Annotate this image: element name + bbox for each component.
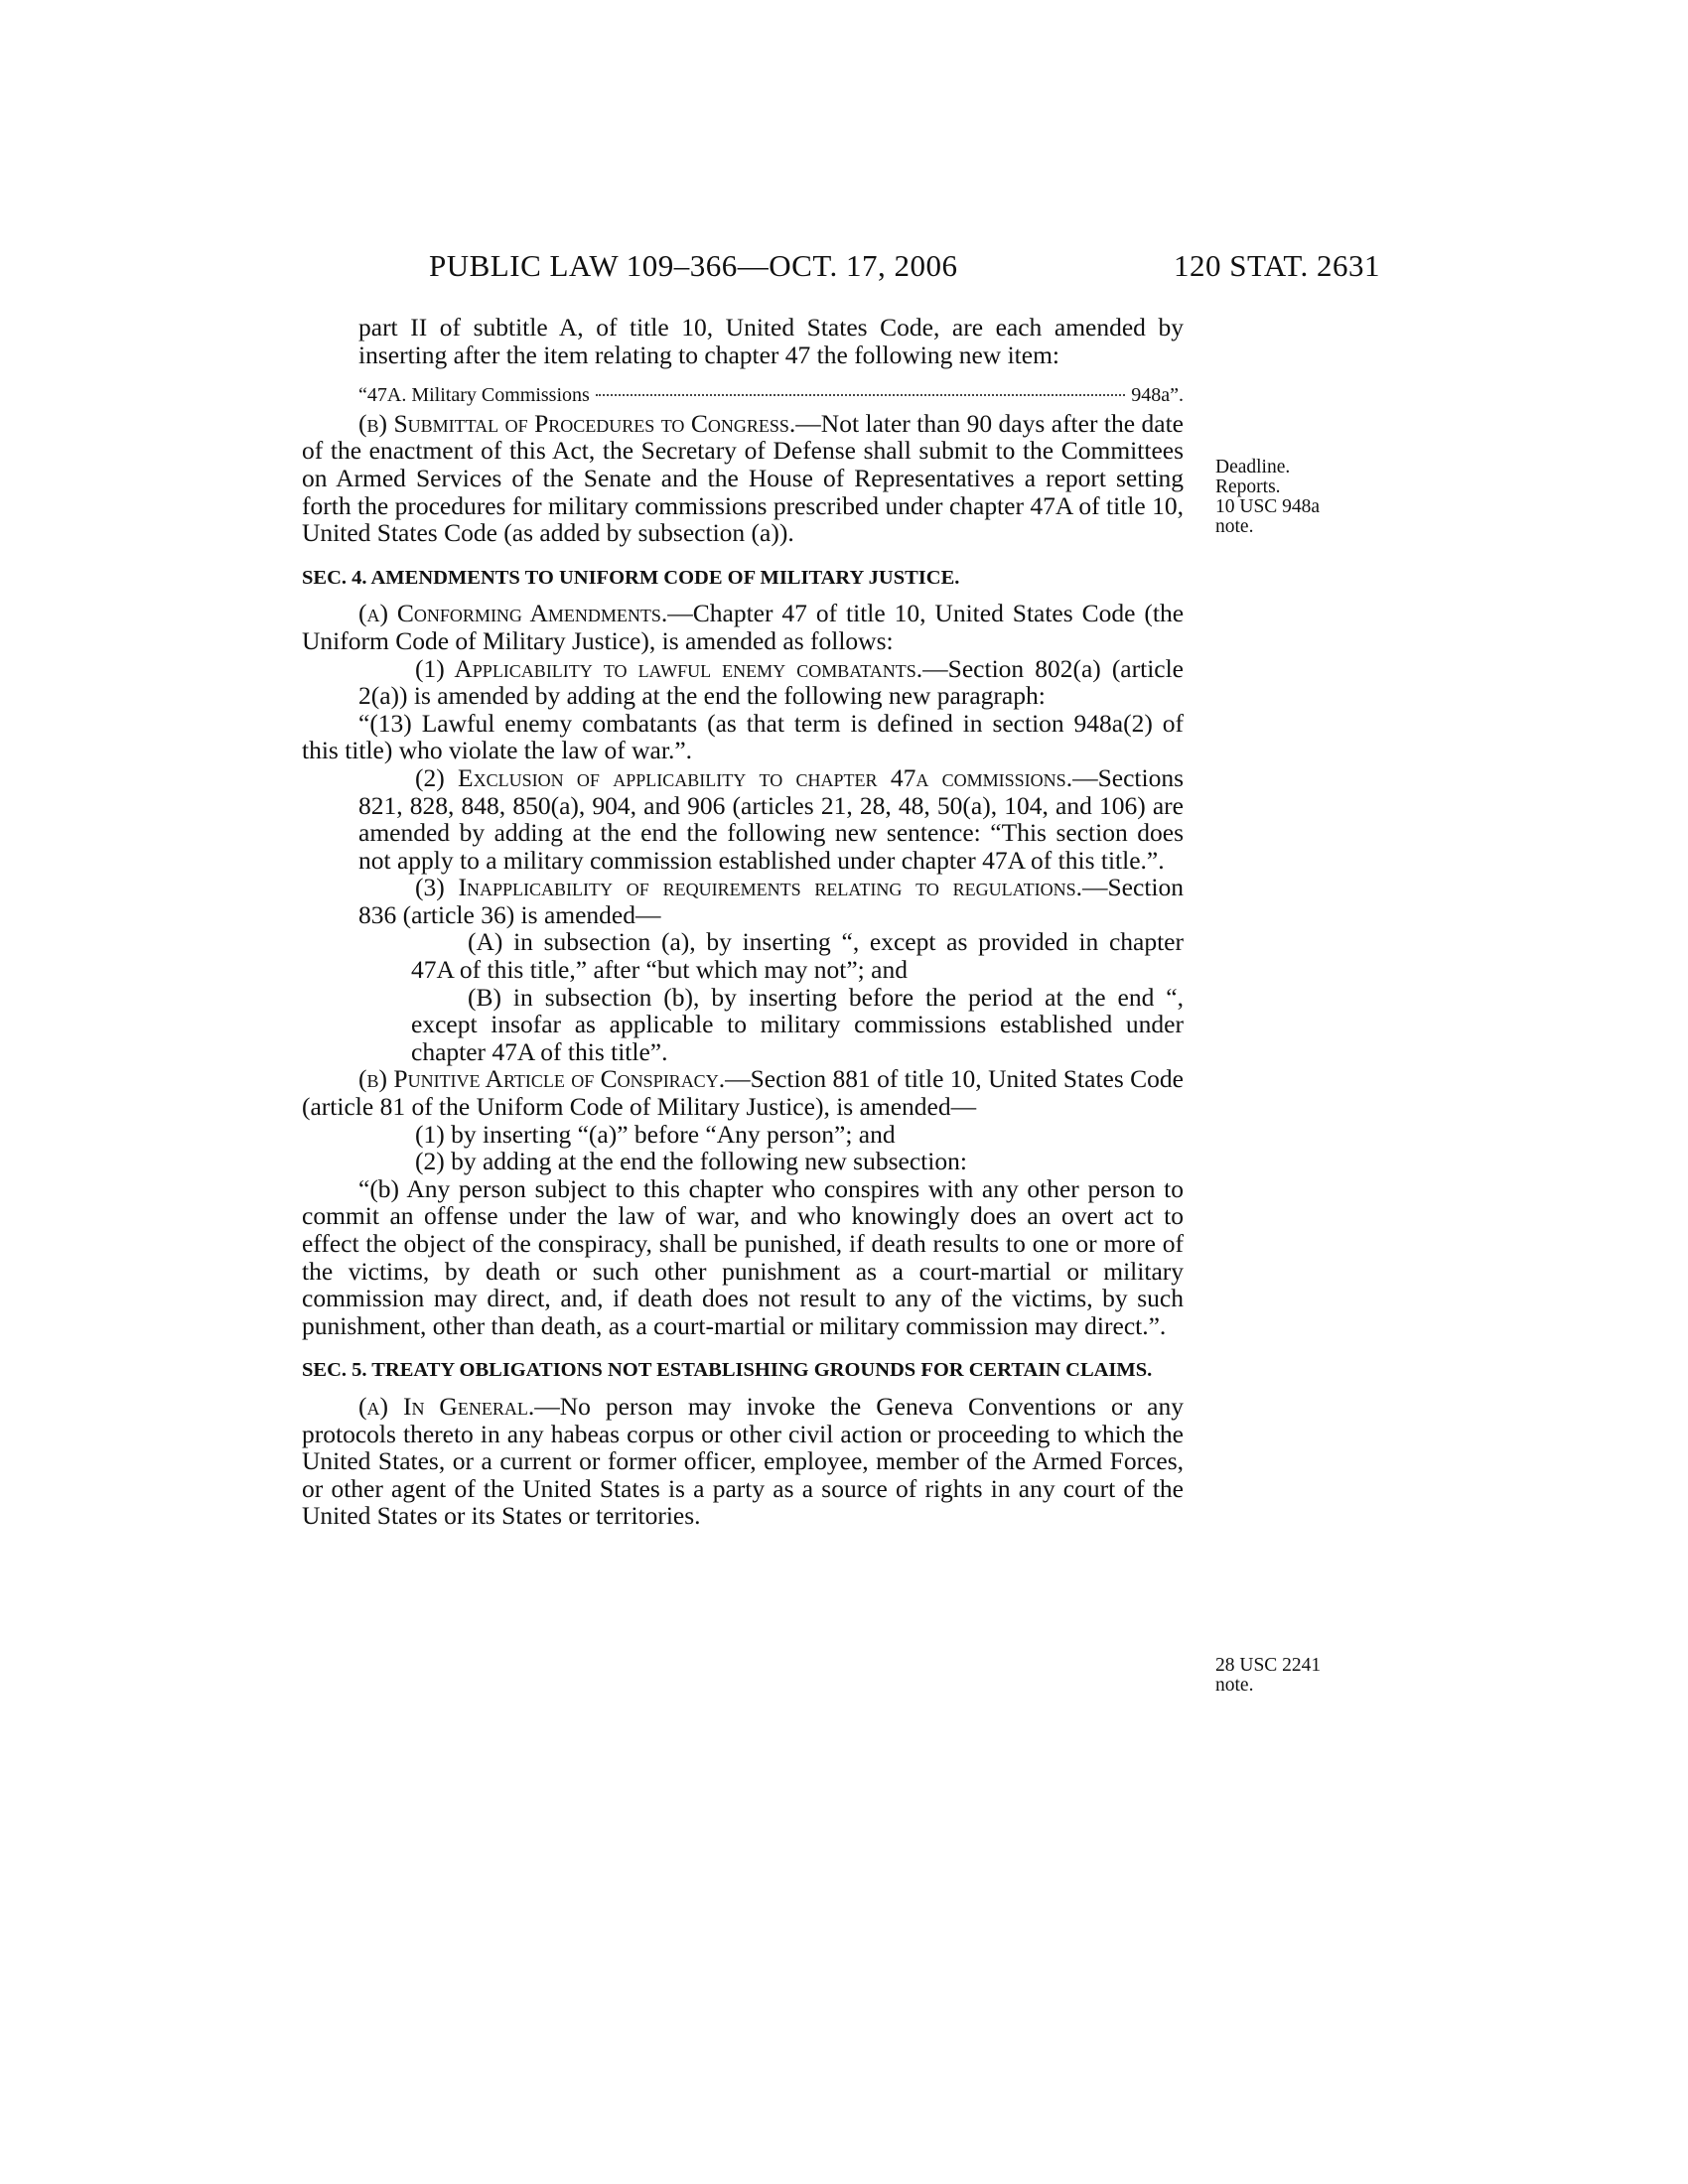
paragraph-4a2-text: —Sections 821, 828, 848, 850(a), 904, and 906 (articles 21, 28, 48, 50(a), 104, and 106) are amended by adding at the end the following new sentence: “This section does not apply to a military commission established under chapter 47A of this title.”. xyxy=(358,762,1184,875)
subsection-4b xyxy=(302,1065,1184,1120)
document-body xyxy=(302,314,1184,1530)
subsection-4b-text: —Section 881 of title 10, United States Code (article 81 of the Uniform Code of Military Justice), is amended— xyxy=(302,1064,1185,1122)
quoted-paragraph-13: “(13) Lawful enemy combatants (as that term is defined in section 948a(2) of this title) who violate the law of war.”. xyxy=(302,708,1184,765)
paragraph-4a1-heading: (1) Applicability to lawful enemy combatants. xyxy=(415,653,923,683)
toc-item-section: 948a”. xyxy=(1131,384,1184,407)
subsection-4a-text: —Chapter 47 of title 10, United States Code (the Uniform Code of Military Justice), is amended as follows: xyxy=(302,599,1185,655)
subsection-4a xyxy=(302,600,1184,654)
paragraph-4a3-heading: (3) Inapplicability of requirements relating to regulations. xyxy=(415,873,1082,902)
subparagraph-4a3A: (A) in subsection (a), by inserting “, except as provided in chapter 47A of this title,” after “but which may not”; and xyxy=(411,927,1184,985)
margin-note-line: 28 USC 2241 xyxy=(1215,1655,1322,1676)
margin-note-line: note. xyxy=(1215,1675,1254,1696)
subsection-3b-heading: (b) Submittal of Procedures to Congress. xyxy=(358,408,796,438)
paragraph-4a1-text: —Section 802(a) (article 2(a)) is amended by adding at the end the following new paragraph: xyxy=(358,653,1185,711)
subsection-5a xyxy=(302,1393,1184,1530)
toc-item-label: “47A. Military Commissions xyxy=(358,384,590,407)
paragraph-4b2: (2) by adding at the end the following new subsection: xyxy=(415,1147,967,1176)
paragraph-4a2 xyxy=(302,764,1184,874)
quoted-subsection-b: “(b) Any person subject to this chapter who conspires with any other person to commit an offense under the law of war, and who knowingly does an overt act to effect the object of the conspiracy, shall be punished, if death results to one or more of the victims, by death or such other punishment as a court-martial or military commission may direct, and, if death does not result to any of the victims, by such punishment, other than death, as a court-martial or military commission may direct.”. xyxy=(302,1173,1184,1340)
toc-leader-dots xyxy=(596,394,1125,396)
page-header xyxy=(429,248,1380,294)
subsection-3b-text: —Not later than 90 days after the date of the enactment of this Act, the Secretary of Defense shall submit to the Committees on Armed Services of the Senate and the House of Representatives a report setting forth the procedures for military commissions prescribed under chapter 47A of title 10, United States Code (as added by subsection (a)). xyxy=(302,408,1184,548)
statute-page-number: 120 STAT. 2631 xyxy=(1173,248,1380,283)
margin-note-line: 10 USC 948a xyxy=(1215,496,1321,517)
subparagraph-4a3B: (B) in subsection (b), by inserting before the period at the end “, except insofar as applicable to military commissions established under chapter 47A of this title”. xyxy=(411,982,1184,1066)
section-4-heading: SEC. 4. AMENDMENTS TO UNIFORM CODE OF MILITARY JUSTICE. xyxy=(302,566,960,589)
toc-item xyxy=(302,382,1184,410)
paragraph-4b1: (1) by inserting “(a)” before “Any person”; and xyxy=(415,1119,896,1149)
margin-note-line: note. xyxy=(1215,516,1254,537)
paragraph-4a2-heading: (2) Exclusion of applicability to chapter 47a commissions. xyxy=(415,762,1073,792)
margin-note-line: Deadline. xyxy=(1215,457,1291,478)
subsection-4a-heading: (a) Conforming Amendments. xyxy=(358,599,668,628)
margin-note-deadline xyxy=(1215,458,1320,537)
margin-note-usc-2241 xyxy=(1215,1656,1321,1696)
paragraph-4a3 xyxy=(302,874,1184,928)
public-law-citation: PUBLIC LAW 109–366—OCT. 17, 2006 xyxy=(429,248,958,283)
subsection-4b-heading: (b) Punitive Article of Conspiracy. xyxy=(358,1064,726,1094)
paragraph-4a1 xyxy=(302,655,1184,710)
subsection-5a-heading: (a) In General. xyxy=(358,1391,535,1421)
subsection-5a-text: —No person may invoke the Geneva Conventions or any protocols thereto in any habeas corpus or other civil action or proceeding to which the United States, or a current or former officer, employee, member of the Armed Forces, or other agent of the United States is a party as a source of rights in any court of the United States or its States or territories. xyxy=(302,1391,1184,1531)
margin-note-line: Reports. xyxy=(1215,477,1281,497)
intro-paragraph: part II of subtitle A, of title 10, United States Code, are each amended by inserting after the item relating to chapter 47 the following new item: xyxy=(358,313,1184,369)
section-5-heading: SEC. 5. TREATY OBLIGATIONS NOT ESTABLISHING GROUNDS FOR CERTAIN CLAIMS. xyxy=(302,1359,1153,1382)
subsection-3b xyxy=(302,410,1184,547)
paragraph-4a3-text: —Section 836 (article 36) is amended— xyxy=(358,873,1184,929)
